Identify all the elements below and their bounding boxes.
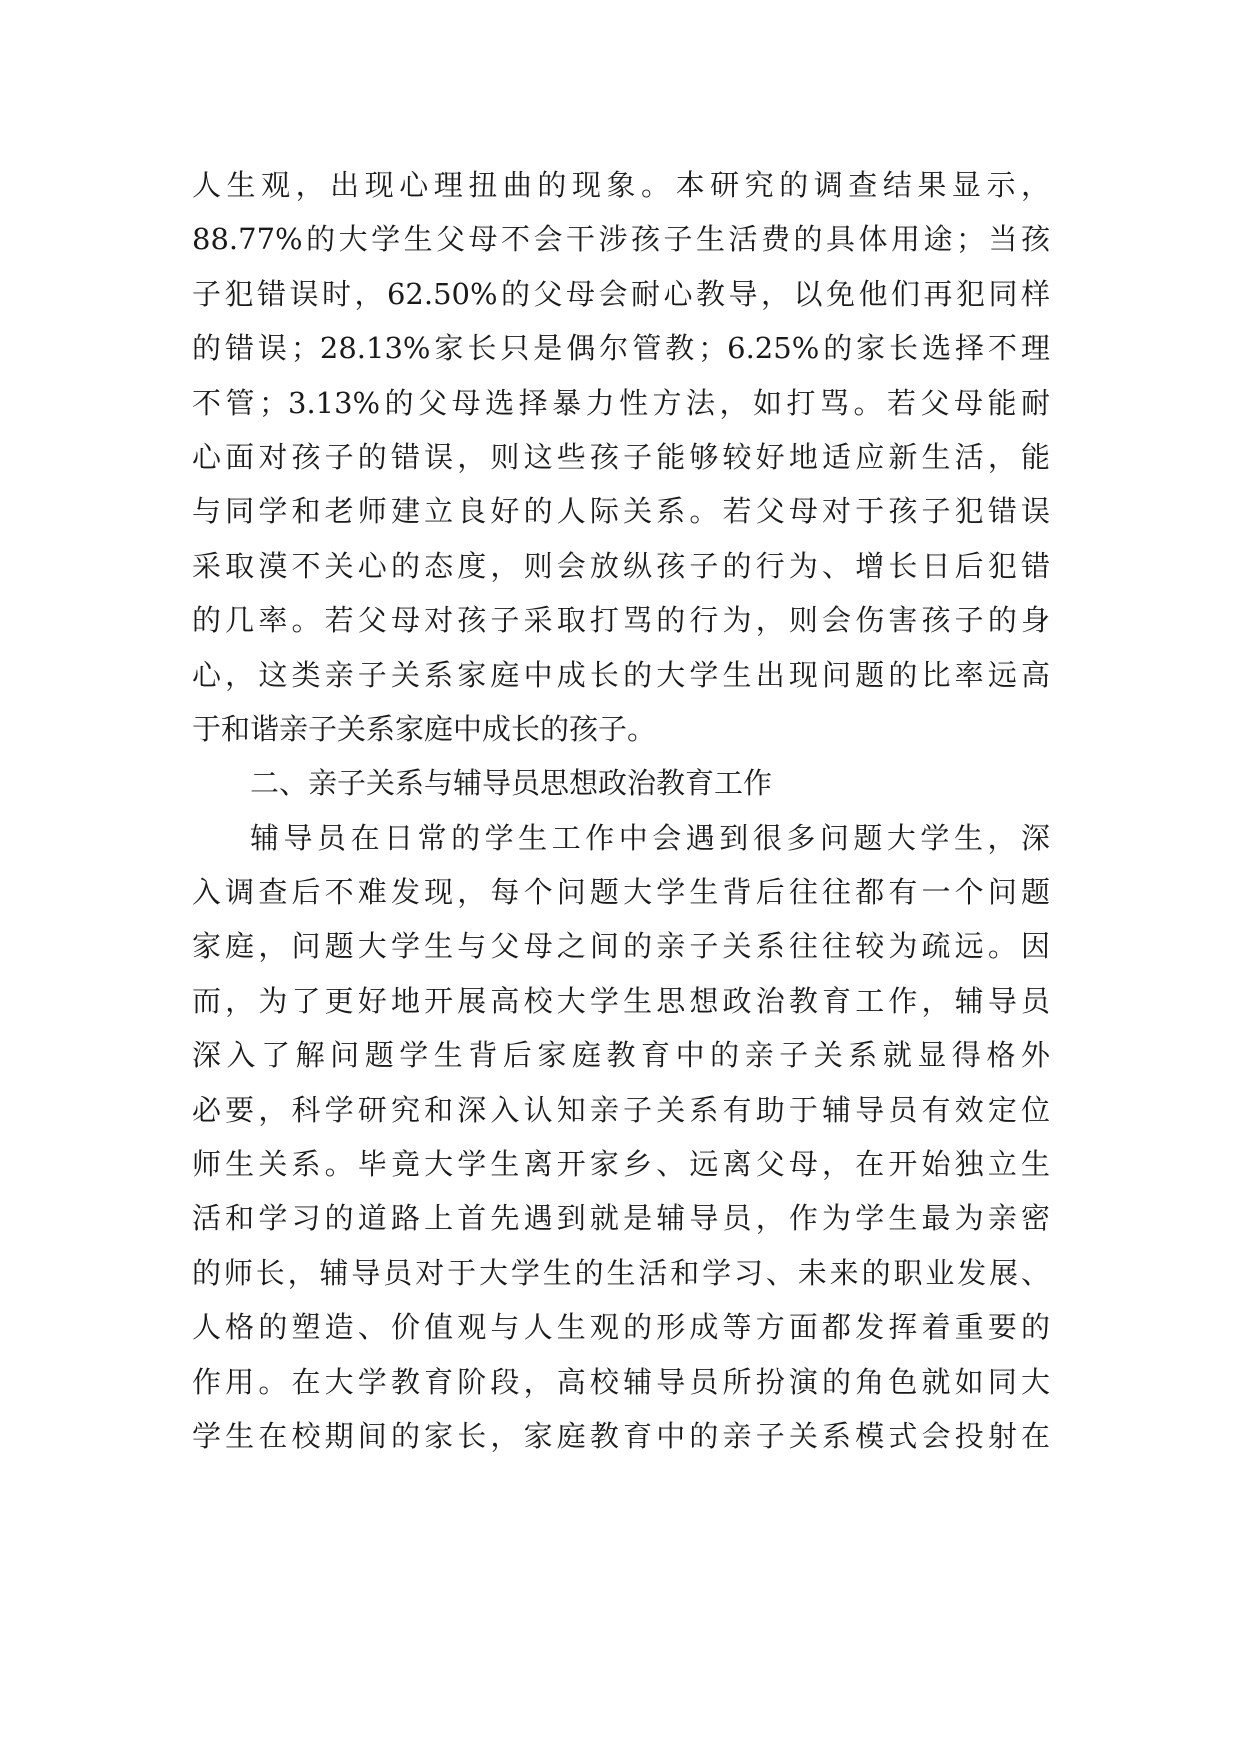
text-line: 深入了解问题学生背后家庭教育中的亲子关系就显得格外 xyxy=(192,1038,1050,1073)
text-line: 人生观，出现心理扭曲的现象。本研究的调查结果显示， xyxy=(192,168,1050,202)
text-line: 活和学习的道路上首先遇到就是辅导员，作为学生最为亲密 xyxy=(192,1201,1050,1236)
paragraph-survey-results xyxy=(192,158,1050,756)
text-line: 心，这类亲子关系家庭中成长的大学生出现问题的比率远高 xyxy=(192,657,1050,692)
text-line: 学生在校期间的家长，家庭教育中的亲子关系模式会投射在 xyxy=(192,1418,1050,1453)
text-line: 作用。在大学教育阶段，高校辅导员所扮演的角色就如同大 xyxy=(192,1364,1050,1399)
text-line: 辅导员在日常的学生工作中会遇到很多问题大学生，深 xyxy=(250,820,1050,855)
text-line: 与同学和老师建立良好的人际关系。若父母对于孩子犯错误 xyxy=(192,494,1050,529)
text-line: 的错误；28.13%家长只是偶尔管教；6.25%的家长选择不理 xyxy=(192,331,1050,366)
text-line: 采取漠不关心的态度，则会放纵孩子的行为、增长日后犯错 xyxy=(192,548,1050,583)
text-line: 子犯错误时，62.50%的父母会耐心教导，以免他们再犯同样 xyxy=(192,276,1050,311)
document-body xyxy=(192,158,1050,1463)
text-line: 不管；3.13%的父母选择暴力性方法，如打骂。若父母能耐 xyxy=(192,385,1050,420)
text-line: 88.77%的大学生父母不会干涉孩子生活费的具体用途；当孩 xyxy=(192,222,1050,257)
text-line: 入调查后不难发现，每个问题大学生背后往往都有一个问题 xyxy=(192,875,1050,910)
text-line: 的师长，辅导员对于大学生的生活和学习、未来的职业发展、 xyxy=(192,1255,1050,1290)
text-line: 而，为了更好地开展高校大学生思想政治教育工作，辅导员 xyxy=(192,983,1050,1018)
paragraph-counselor-work xyxy=(192,811,1050,1464)
text-line: 家庭，问题大学生与父母之间的亲子关系往往较为疏远。因 xyxy=(192,929,1050,964)
text-line: 必要，科学研究和深入认知亲子关系有助于辅导员有效定位 xyxy=(192,1092,1050,1127)
section-heading: 二、亲子关系与辅导员思想政治教育工作 xyxy=(250,766,773,801)
text-line: 于和谐亲子关系家庭中成长的孩子。 xyxy=(192,711,657,746)
text-line: 人格的塑造、价值观与人生观的形成等方面都发挥着重要的 xyxy=(192,1310,1050,1345)
text-line: 的几率。若父母对孩子采取打骂的行为，则会伤害孩子的身 xyxy=(192,603,1050,638)
text-line: 心面对孩子的错误，则这些孩子能够较好地适应新生活，能 xyxy=(192,439,1050,474)
text-line: 师生关系。毕竟大学生离开家乡、远离父母，在开始独立生 xyxy=(192,1147,1050,1182)
